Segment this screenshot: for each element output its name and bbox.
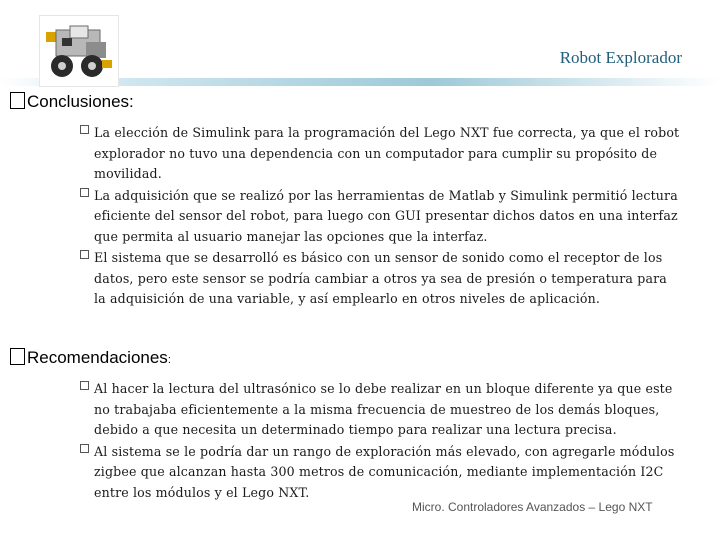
- robot-logo: [40, 16, 118, 86]
- checkbox-bullet-icon: [80, 250, 89, 259]
- conclusion-text: El sistema que se desarrolló es básico con un sensor de sonido como el receptor de los datos, pero este sensor se podría cambiar a otros ya sea de presión o temperatura para la adquisición de una variable, y así emplearlo en otros niveles de aplicación.: [94, 250, 667, 306]
- recommendations-heading-text: Recomendaciones: [27, 348, 168, 367]
- checkbox-bullet-icon: [80, 444, 89, 453]
- checkbox-bullet-icon: [80, 188, 89, 197]
- list-item: [80, 185, 680, 247]
- conclusion-text: La adquisición que se realizó por las herramientas de Matlab y Simulink permitió lectura eficiente del sensor del robot, para luego con GUI presentar dichos datos en una interfaz que permita al usuario manejar las opciones que la interfaz.: [94, 187, 678, 244]
- list-item: [80, 441, 680, 503]
- list-item: [80, 378, 680, 440]
- recommendations-list: [80, 378, 680, 503]
- heading-bullet-icon: [10, 92, 25, 109]
- slide-title: Robot Explorador: [559, 48, 682, 67]
- conclusions-heading-text: Conclusiones:: [27, 92, 134, 111]
- conclusions-list: [80, 122, 680, 310]
- recommendations-heading-suffix: :: [167, 354, 171, 366]
- slide-footer: Micro. Controladores Avanzados – Lego NXT: [412, 500, 653, 514]
- checkbox-bullet-icon: [80, 125, 89, 134]
- recommendation-text: Al hacer la lectura del ultrasónico se lo debe realizar en un bloque diferente ya que este no trabajaba eficientemente a la misma frecuencia de muestreo de los demás bloques, debido a que necesita un determinado tiempo para realizar una lectura precisa.: [94, 381, 673, 437]
- checkbox-bullet-icon: [80, 381, 89, 390]
- conclusions-heading: [10, 92, 134, 112]
- recommendations-heading: [10, 348, 171, 368]
- conclusion-text: La elección de Simulink para la programación del Lego NXT fue correcta, ya que el robot explorador no tuvo una dependencia con un computador para cumplir su propósito de movilidad.: [94, 125, 680, 181]
- recommendation-text: Al sistema se le podría dar un rango de exploración más elevado, con agregarle módulos zigbee que alcanzan hasta 300 metros de comunicación, mediante implementación I2C entre los módulos y el Lego NXT.: [94, 443, 675, 500]
- list-item: [80, 247, 680, 309]
- list-item: [80, 122, 680, 184]
- heading-bullet-icon: [10, 348, 25, 365]
